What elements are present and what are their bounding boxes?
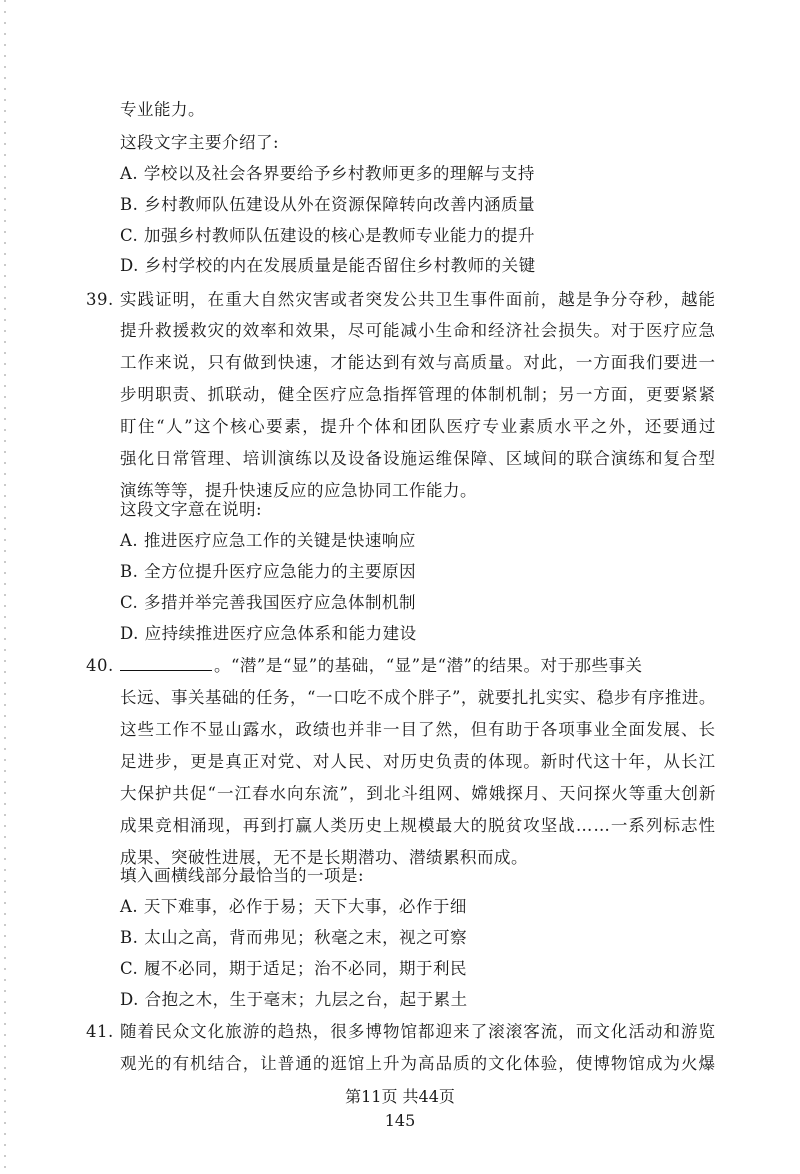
q39-option-d: D. 应持续推进医疗应急体系和能力建设	[120, 624, 417, 643]
q39-option-a: A. 推进医疗应急工作的关键是快速响应	[120, 531, 416, 550]
q38-option-b: B. 乡村教师队伍建设从外在资源保障转向改善内涵质量	[120, 195, 536, 214]
q39-line: 工 作 来 说 ， 只 有 做 到 快 速 ， 才 能 达 到 有 效 与 高 质 量 。 对 此 ， 一 方 面 我 们 要 进 一	[120, 353, 716, 372]
q40-line: 成 果 竞 相 涌 现 ， 再 到 打 赢 人 类 历 史 上 规 模 最 大 的 脱 贫 攻 坚 战 … … 一 系 列 标 志 性	[120, 816, 716, 835]
q40-line: 足 进 步 ， 更 是 真 正 对 党 、 对 人 民 、 对 历 史 负 责 的 体 现 。 新 时 代 这 十 年 ， 从 长 江	[120, 752, 716, 771]
q38-option-a: A. 学校以及社会各界要给予乡村教师更多的理解与支持	[120, 164, 535, 183]
q39-prompt: 这段文字意在说明:	[120, 500, 263, 519]
q38-option-c: C. 加强乡村教师队伍建设的核心是教师专业能力的提升	[120, 226, 536, 245]
page-number: 145	[384, 1111, 416, 1130]
q40-option-b: B. 太山之高，背而弗见；秋毫之末，视之可察	[120, 928, 468, 947]
q38-prompt: 这段文字主要介绍了:	[120, 133, 280, 152]
q41-number: 41.	[86, 1022, 114, 1041]
q40-first-line	[120, 656, 716, 676]
q38-tail: 专业能力。	[120, 100, 205, 119]
q40-option-c: C. 履不必同，期于适足；治不必同，期于利民	[120, 959, 468, 978]
q39-option-c: C. 多措并举完善我国医疗应急体制机制	[120, 593, 417, 612]
q40-option-d: D. 合抱之木，生于毫末；九层之台，起于累土	[120, 990, 468, 1009]
page-count-label: 第11页 共44页	[345, 1087, 455, 1106]
q39-line: 强 化 日 常 管 理 、 培 训 演 练 以 及 设 备 设 施 运 维 保 障 、 区 域 间 的 联 合 演 练 和 复 合 型	[120, 449, 716, 468]
fill-in-blank	[120, 656, 212, 671]
q38-option-d: D. 乡村学校的内在发展质量是能否留住乡村教师的关键	[120, 256, 536, 275]
q39-line: 演练等等，提升快速反应的应急协同工作能力。	[120, 481, 477, 500]
scan-edge-marks	[4, 0, 6, 1174]
q39-line: 提 升 救 援 救 灾 的 效 率 和 效 果 ， 尽 可 能 减 小 生 命 和 经 济 社 会 损 失 。 对 于 医 疗 应 急	[120, 321, 716, 340]
q39-number: 39.	[86, 290, 114, 309]
q40-number: 40.	[86, 656, 114, 675]
q40-line: 大 保 护 共 促 “ 一 江 春 水 向 东 流 ” ， 到 北 斗 组 网 、 嫦 娥 探 月 、 天 问 探 火 等 重 大 创 新	[120, 784, 716, 803]
q39-line: 步 明 职 责 、 抓 联 动 ， 健 全 医 疗 应 急 指 挥 管 理 的 体 制 机 制 ； 另 一 方 面 ， 更 要 紧 紧	[120, 385, 716, 404]
q40-line: 这 些 工 作 不 显 山 露 水 ， 政 绩 也 并 非 一 目 了 然 ， 但 有 助 于 各 项 事 业 全 面 发 展 、 长	[120, 720, 716, 739]
q41-line: 观 光 的 有 机 结 合 ， 让 普 通 的 逛 馆 上 升 为 高 品 质 的 文 化 体 验 ， 使 博 物 馆 成 为 火 爆	[120, 1054, 716, 1073]
q40-first-line-text: 。“潜”是“显”的基础，“显”是“潜”的结果。对于那些事关	[214, 656, 643, 675]
q39-line: 盯 住 “ 人 ” 这 个 核 心 要 素 ， 提 升 个 体 和 团 队 医 疗 专 业 素 质 水 平 之 外 ， 还 要 通 过	[120, 417, 716, 436]
q40-line: 长 远 、 事 关 基 础 的 任 务 ， “ 一 口 吃 不 成 个 胖 子 ” ， 就 要 扎 扎 实 实 、 稳 步 有 序 推 进 。	[120, 688, 716, 707]
q39-line: 实 践 证 明 ， 在 重 大 自 然 灾 害 或 者 突 发 公 共 卫 生 事 件 面 前 ， 越 是 争 分 夺 秒 ， 越 能	[120, 290, 716, 309]
q40-prompt: 填入画横线部分最恰当的一项是:	[120, 866, 365, 885]
q39-option-b: B. 全方位提升医疗应急能力的主要原因	[120, 562, 417, 581]
q40-line: 成果、突破性进展，无不是长期潜功、潜绩累积而成。	[120, 848, 528, 867]
q40-option-a: A. 天下难事，必作于易；天下大事，必作于细	[120, 897, 467, 916]
q41-line: 随 着 民 众 文 化 旅 游 的 趋 热 ， 很 多 博 物 馆 都 迎 来 了 滚 滚 客 流 ， 而 文 化 活 动 和 游 览	[120, 1022, 716, 1041]
